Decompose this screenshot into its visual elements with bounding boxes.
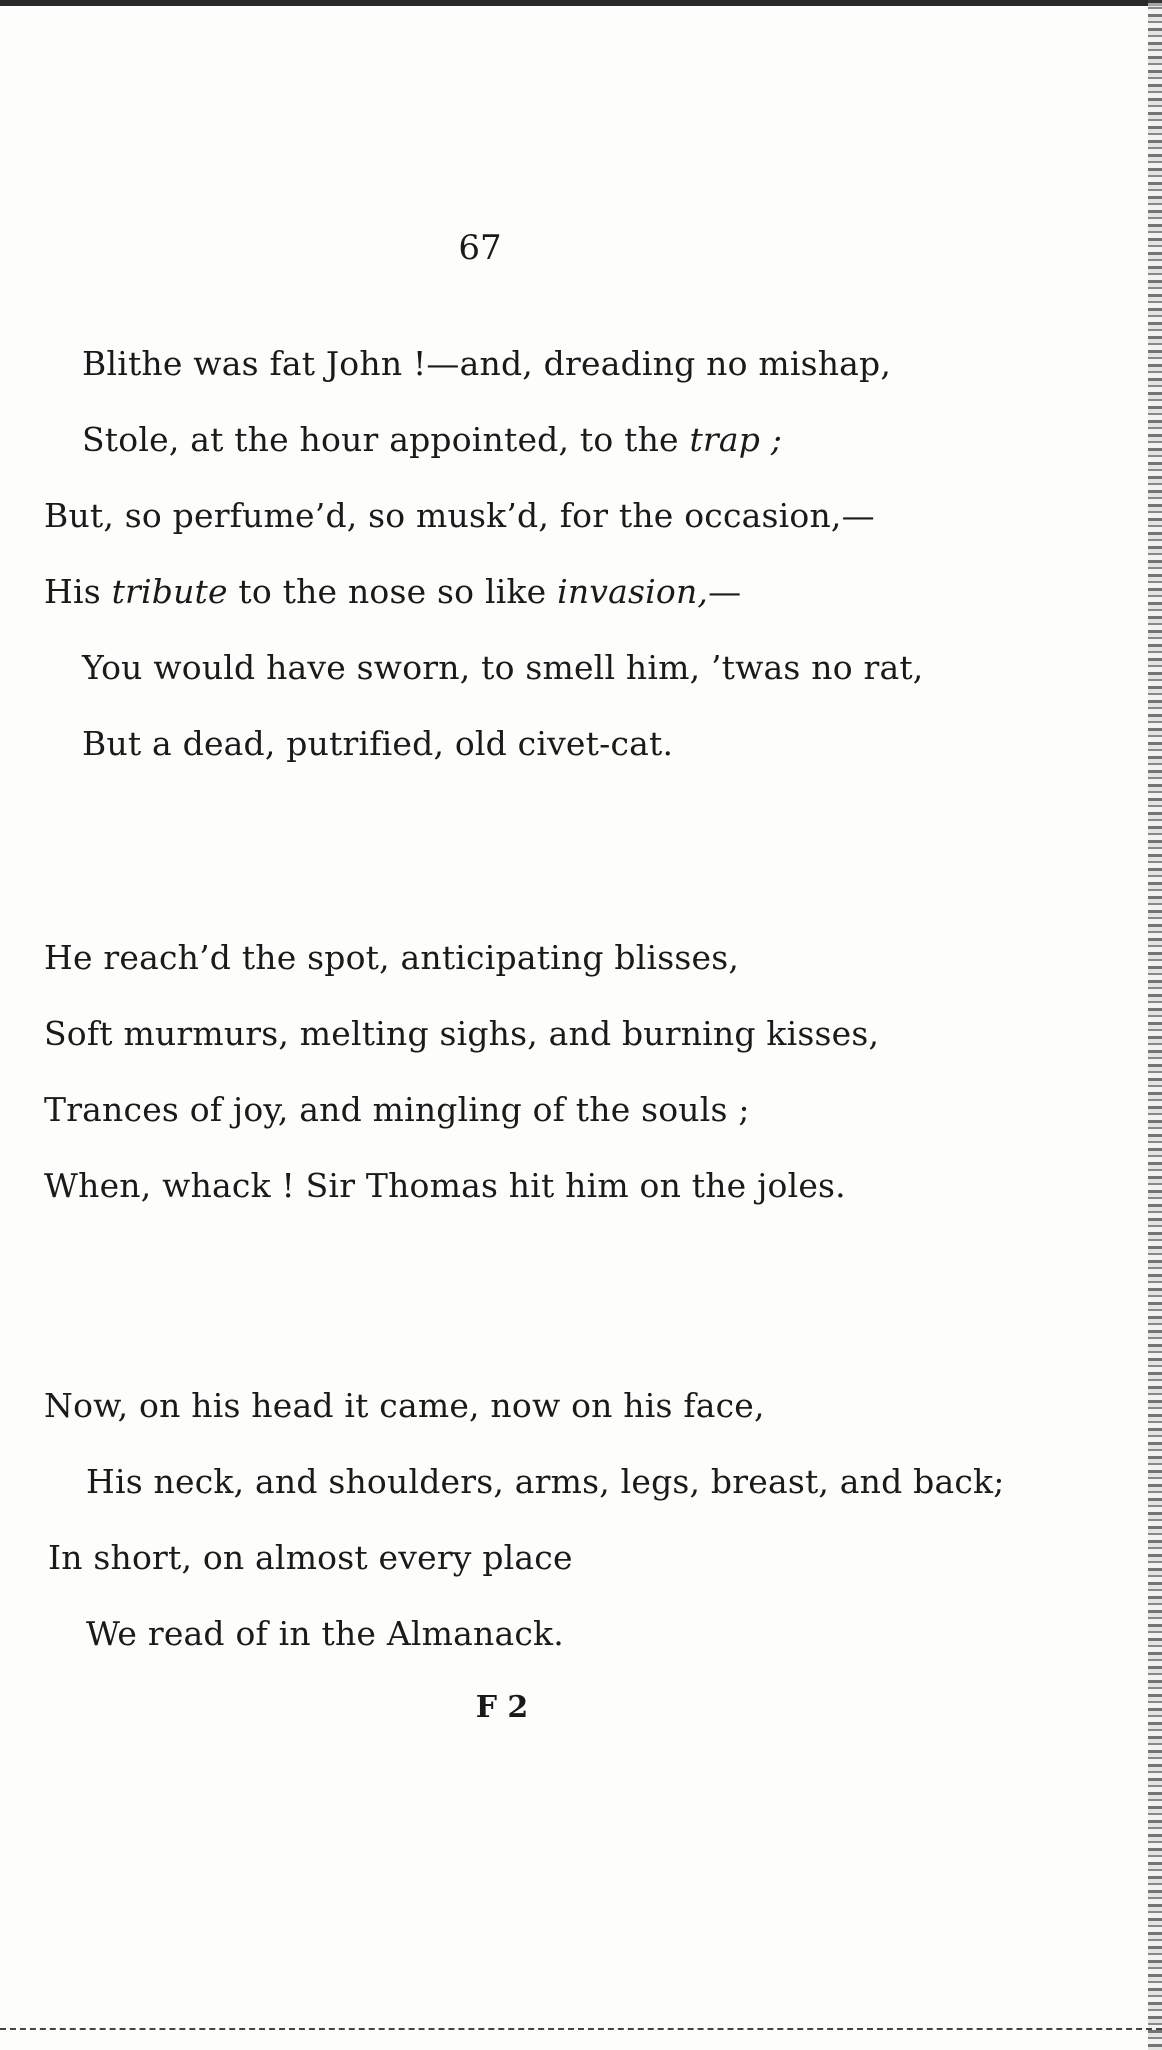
poem-line: But a dead, putrified, old civet-cat. — [82, 724, 674, 763]
page-right-edge — [1148, 0, 1162, 2050]
poem-line: His tribute to the nose so like invasion,— — [44, 572, 742, 611]
poem-line: When, whack ! Sir Thomas hit him on the joles. — [44, 1166, 846, 1205]
page-bottom-rule — [0, 2028, 1162, 2030]
poem-line: Blithe was fat John !—and, dreading no mishap, — [82, 344, 892, 383]
poem-line: His neck, and shoulders, arms, legs, breast, and back; — [86, 1462, 1005, 1501]
page-number: 67 — [458, 228, 502, 268]
signature-mark: F 2 — [475, 1690, 529, 1725]
page-top-edge — [0, 0, 1162, 6]
poem-line: We read of in the Almanack. — [86, 1614, 564, 1653]
poem-line: Trances of joy, and mingling of the souls ; — [44, 1090, 750, 1129]
poem-line: Now, on his head it came, now on his face, — [44, 1386, 765, 1425]
poem-line: Soft murmurs, melting sighs, and burning kisses, — [44, 1014, 880, 1053]
poem-line: In short, on almost every place — [48, 1538, 573, 1577]
poem-line: Stole, at the hour appointed, to the trap ; — [82, 420, 783, 459]
poem-line: He reach’d the spot, anticipating blisses, — [44, 938, 740, 977]
poem-line: But, so perfume’d, so musk’d, for the occasion,— — [44, 496, 875, 535]
poem-line: You would have sworn, to smell him, ’twas no rat, — [82, 648, 924, 687]
